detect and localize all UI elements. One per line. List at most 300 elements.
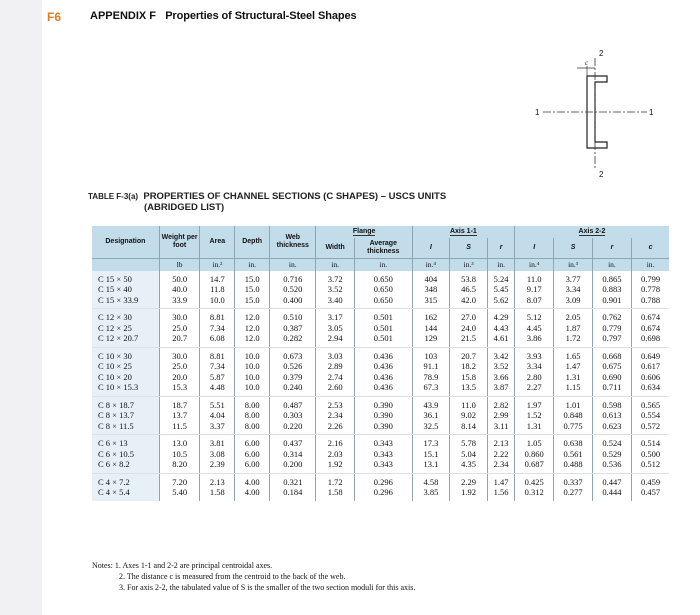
cell-value: 0.459 xyxy=(641,476,661,487)
cell-value: 3.40 xyxy=(327,294,343,305)
designation-value: C 8 × 13.7 xyxy=(98,410,134,420)
cell-value: 0.536 xyxy=(602,459,622,469)
cell-value: 15.3 xyxy=(172,382,188,392)
table-cell xyxy=(159,347,200,396)
table-cell xyxy=(159,396,200,435)
cell-value: 53.8 xyxy=(461,273,477,284)
axis-label-bottom: 2 xyxy=(599,170,604,179)
cell-value: 3.11 xyxy=(493,420,509,431)
cell-value: 5.12 xyxy=(526,312,542,322)
designation-value: C 4 × 5.4 xyxy=(98,487,130,497)
cell-value: 0.390 xyxy=(373,399,393,410)
cell-value: 0.606 xyxy=(641,371,661,382)
cell-value: 6.00 xyxy=(244,448,260,459)
unit-cell: in. xyxy=(235,258,270,271)
table-cell xyxy=(449,396,487,435)
table-cell xyxy=(200,396,235,435)
cell-value: 5.24 xyxy=(493,273,509,284)
table-cell xyxy=(316,473,354,501)
table-cell xyxy=(632,435,669,474)
cell-value: 15.0 xyxy=(244,294,260,305)
table-cell xyxy=(92,347,159,396)
cell-value: 2.22 xyxy=(493,448,509,459)
designation-value: C 12 × 30 xyxy=(98,312,132,322)
cell-value: 1.01 xyxy=(565,399,581,410)
cell-value: 6.00 xyxy=(244,438,260,448)
cell-value: 4.00 xyxy=(244,476,260,487)
col-header-r22: r xyxy=(592,238,631,258)
cell-value: 0.623 xyxy=(602,420,622,431)
cell-value: 0.860 xyxy=(524,448,544,459)
table-cell xyxy=(488,347,515,396)
table-cell xyxy=(200,435,235,474)
table-cell xyxy=(354,396,412,435)
cell-value: 0.390 xyxy=(373,420,393,431)
cell-value: 0.436 xyxy=(373,350,393,361)
col-header-width: Width xyxy=(316,238,354,258)
cell-value: 3.81 xyxy=(209,438,225,448)
cell-value: 8.00 xyxy=(244,420,260,431)
cell-value: 5.40 xyxy=(172,487,188,497)
cell-value: 18.7 xyxy=(172,399,188,410)
cell-value: 8.20 xyxy=(172,459,188,469)
col-header-depth: Depth xyxy=(235,226,270,258)
cell-value: 0.501 xyxy=(373,312,393,322)
cell-value: 3.93 xyxy=(526,350,542,361)
table-cell xyxy=(514,309,553,348)
cell-value: 0.565 xyxy=(641,399,661,410)
cell-value: 10.0 xyxy=(244,350,260,361)
cell-value: 1.31 xyxy=(565,371,581,382)
cell-value: 9.02 xyxy=(461,410,477,420)
table-cell xyxy=(235,435,270,474)
table-row-group xyxy=(92,473,669,501)
cell-value: 2.99 xyxy=(493,410,509,420)
designation-value: C 4 × 7.2 xyxy=(98,476,130,487)
cell-value: 1.72 xyxy=(565,333,581,343)
cell-value: 0.437 xyxy=(283,438,303,448)
unit-cell: in. xyxy=(270,258,316,271)
cell-value: 0.487 xyxy=(283,399,303,410)
cell-value: 0.650 xyxy=(373,284,393,294)
col-header-weight: Weight per foot xyxy=(159,226,200,258)
cell-value: 0.296 xyxy=(373,487,393,497)
cell-value: 3.05 xyxy=(327,322,343,333)
cell-value: 14.7 xyxy=(209,273,225,284)
cell-value: 0.343 xyxy=(373,438,393,448)
designation-value: C 8 × 11.5 xyxy=(98,420,134,431)
col-header-web-thickness: Web thickness xyxy=(270,226,316,258)
cell-value: 0.343 xyxy=(373,459,393,469)
cell-value: 1.47 xyxy=(565,361,581,371)
cell-value: 8.00 xyxy=(244,399,260,410)
cell-value: 2.27 xyxy=(526,382,542,392)
cell-value: 0.561 xyxy=(563,448,583,459)
cell-value: 3.52 xyxy=(327,284,343,294)
table-cell xyxy=(554,347,592,396)
cell-value: 348 xyxy=(424,284,438,294)
table-cell xyxy=(592,473,631,501)
table-cell xyxy=(92,435,159,474)
cell-value: 0.314 xyxy=(283,448,303,459)
table-cell xyxy=(159,435,200,474)
cell-value: 4.58 xyxy=(423,476,439,487)
table-notes xyxy=(92,560,415,593)
cell-value: 2.16 xyxy=(327,438,343,448)
table-cell xyxy=(159,473,200,501)
col-header-S11: S xyxy=(449,238,487,258)
cell-value: 0.668 xyxy=(602,350,622,361)
cell-value: 20.7 xyxy=(172,333,188,343)
table-title-line2: (ABRIDGED LIST) xyxy=(144,202,225,213)
table-cell xyxy=(200,473,235,501)
designation-value: C 12 × 25 xyxy=(98,322,132,333)
cell-value: 1.65 xyxy=(565,350,581,361)
table-cell xyxy=(235,347,270,396)
table-cell xyxy=(592,396,631,435)
cell-value: 25.0 xyxy=(172,361,188,371)
cell-value: 9.17 xyxy=(526,284,542,294)
table-cell xyxy=(632,271,669,309)
cell-value: 3.72 xyxy=(327,273,343,284)
cell-value: 3.34 xyxy=(565,284,581,294)
col-header-S22: S xyxy=(554,238,592,258)
cell-value: 3.87 xyxy=(493,382,509,392)
page-gutter xyxy=(0,0,42,615)
table-cell xyxy=(354,347,412,396)
cell-value: 10.0 xyxy=(244,371,260,382)
table-cell xyxy=(92,309,159,348)
table-cell xyxy=(270,473,316,501)
designation-value: C 10 × 15.3 xyxy=(98,382,139,392)
cell-value: 0.797 xyxy=(602,333,622,343)
table-cell xyxy=(488,309,515,348)
table-cell xyxy=(354,435,412,474)
cell-value: 0.312 xyxy=(524,487,544,497)
table-cell xyxy=(412,473,449,501)
cell-value: 4.61 xyxy=(493,333,509,343)
cell-value: 8.07 xyxy=(526,294,542,305)
designation-value: C 6 × 13 xyxy=(98,438,128,448)
table-cell xyxy=(449,473,487,501)
table-label: TABLE F-3(a) xyxy=(88,192,139,201)
cell-value: 2.13 xyxy=(493,438,509,448)
table-cell xyxy=(632,473,669,501)
cell-value: 1.92 xyxy=(327,459,343,469)
designation-value: C 10 × 30 xyxy=(98,350,132,361)
table-cell xyxy=(235,473,270,501)
note-3: 3. For axis 2-2, the tabulated value of S is the smaller of the two section moduli for this axis. xyxy=(119,583,416,592)
table-cell xyxy=(270,309,316,348)
table-cell xyxy=(488,396,515,435)
table-cell xyxy=(316,396,354,435)
cell-value: 0.520 xyxy=(283,284,303,294)
table-cell xyxy=(270,435,316,474)
axis-label-top: 2 xyxy=(599,49,604,58)
table-cell xyxy=(354,473,412,501)
cell-value: 1.92 xyxy=(461,487,477,497)
table-cell xyxy=(592,309,631,348)
table-row-group xyxy=(92,347,669,396)
cell-value: 3.86 xyxy=(526,333,542,343)
channel-section-diagram xyxy=(525,44,665,179)
cell-value: 0.711 xyxy=(602,382,622,392)
cell-value: 2.82 xyxy=(493,399,509,410)
cell-value: 0.778 xyxy=(641,284,661,294)
table-cell xyxy=(514,347,553,396)
cell-value: 10.0 xyxy=(244,382,260,392)
cell-value: 0.865 xyxy=(602,273,622,284)
cell-value: 25.0 xyxy=(172,322,188,333)
table-cell xyxy=(449,309,487,348)
cell-value: 2.89 xyxy=(327,361,343,371)
axis-label-left: 1 xyxy=(535,108,540,117)
cell-value: 15.1 xyxy=(423,448,439,459)
table-cell xyxy=(200,347,235,396)
cell-value: 8.14 xyxy=(461,420,477,431)
cell-value: 162 xyxy=(424,312,438,322)
table-cell xyxy=(316,271,354,309)
cell-value: 1.15 xyxy=(565,382,581,392)
cell-value: 2.26 xyxy=(327,420,343,431)
table-cell xyxy=(92,473,159,501)
table-cell xyxy=(554,309,592,348)
table-row-group xyxy=(92,271,669,309)
cell-value: 2.74 xyxy=(327,371,343,382)
cell-value: 404 xyxy=(424,273,438,284)
cell-value: 315 xyxy=(424,294,438,305)
cell-value: 5.62 xyxy=(493,294,509,305)
cell-value: 0.501 xyxy=(373,333,393,343)
cell-value: 4.29 xyxy=(493,312,509,322)
unit-cell: in.² xyxy=(200,258,235,271)
unit-cell: in. xyxy=(632,258,669,271)
table-cell xyxy=(412,309,449,348)
table-cell xyxy=(92,271,159,309)
table-body xyxy=(92,271,669,501)
unit-cell: in. xyxy=(316,258,354,271)
cell-value: 0.277 xyxy=(563,487,583,497)
cell-value: 0.883 xyxy=(602,284,622,294)
designation-value: C 8 × 18.7 xyxy=(98,399,134,410)
cell-value: 3.42 xyxy=(493,350,509,361)
cell-value: 15.0 xyxy=(244,284,260,294)
table-cell xyxy=(592,271,631,309)
cell-value: 0.514 xyxy=(641,438,661,448)
cell-value: 0.716 xyxy=(283,273,303,284)
designation-value: C 15 × 50 xyxy=(98,273,132,284)
cell-value: 32.5 xyxy=(423,420,439,431)
cell-value: 24.0 xyxy=(461,322,477,333)
cell-value: 1.87 xyxy=(565,322,581,333)
cell-value: 0.436 xyxy=(373,361,393,371)
table-cell xyxy=(514,435,553,474)
cell-value: 3.77 xyxy=(565,273,581,284)
axis-label-right: 1 xyxy=(649,108,654,117)
cell-value: 0.675 xyxy=(602,361,622,371)
table-cell xyxy=(449,435,487,474)
cell-value: 2.39 xyxy=(209,459,225,469)
cell-value: 11.0 xyxy=(526,273,542,284)
cell-value: 46.5 xyxy=(461,284,477,294)
designation-value: C 6 × 10.5 xyxy=(98,448,134,459)
cell-value: 2.34 xyxy=(493,459,509,469)
cell-value: 0.762 xyxy=(602,312,622,322)
cell-value: 0.687 xyxy=(524,459,544,469)
cell-value: 0.387 xyxy=(283,322,303,333)
table-cell xyxy=(514,473,553,501)
cell-value: 2.80 xyxy=(526,371,542,382)
cell-value: 1.52 xyxy=(526,410,542,420)
table-cell xyxy=(488,435,515,474)
cell-value: 5.04 xyxy=(461,448,477,459)
dimension-c-label: c xyxy=(585,59,589,67)
col-header-area: Area xyxy=(200,226,235,258)
cell-value: 4.48 xyxy=(209,382,225,392)
table-cell xyxy=(514,271,553,309)
cell-value: 43.9 xyxy=(423,399,439,410)
cell-value: 13.5 xyxy=(461,382,477,392)
cell-value: 0.848 xyxy=(563,410,583,420)
cell-value: 3.09 xyxy=(565,294,581,305)
cell-value: 0.379 xyxy=(283,371,303,382)
cell-value: 21.5 xyxy=(461,333,477,343)
cell-value: 3.37 xyxy=(209,420,225,431)
cell-value: 3.08 xyxy=(209,448,225,459)
cell-value: 36.1 xyxy=(423,410,439,420)
unit-cell: in.⁴ xyxy=(412,258,449,271)
cell-value: 1.31 xyxy=(526,420,542,431)
unit-cell: in. xyxy=(592,258,631,271)
table-cell xyxy=(235,396,270,435)
table-cell xyxy=(235,309,270,348)
cell-value: 67.3 xyxy=(423,382,439,392)
cell-value: 30.0 xyxy=(172,312,188,322)
designation-value: C 15 × 33.9 xyxy=(98,294,139,305)
table-cell xyxy=(632,309,669,348)
cell-value: 103 xyxy=(424,350,438,361)
cell-value: 1.58 xyxy=(209,487,225,497)
cell-value: 0.572 xyxy=(641,420,661,431)
cell-value: 33.9 xyxy=(172,294,188,305)
table-row-group xyxy=(92,309,669,348)
cell-value: 1.97 xyxy=(526,399,542,410)
cell-value: 0.488 xyxy=(563,459,583,469)
cell-value: 2.60 xyxy=(327,382,343,392)
cell-value: 10.5 xyxy=(172,448,188,459)
cell-value: 0.638 xyxy=(563,438,583,448)
table-cell xyxy=(270,396,316,435)
cell-value: 15.8 xyxy=(461,371,477,382)
cell-value: 0.457 xyxy=(641,487,661,497)
cell-value: 0.634 xyxy=(641,382,661,392)
cell-value: 11.5 xyxy=(172,420,187,431)
cell-value: 0.613 xyxy=(602,410,622,420)
table-cell xyxy=(412,396,449,435)
cell-value: 0.240 xyxy=(283,382,303,392)
table-cell xyxy=(270,347,316,396)
cell-value: 0.400 xyxy=(283,294,303,305)
table-cell xyxy=(316,435,354,474)
cell-value: 0.673 xyxy=(283,350,303,361)
col-header-r11: r xyxy=(488,238,515,258)
cell-value: 0.524 xyxy=(602,438,622,448)
cell-value: 2.05 xyxy=(565,312,581,322)
cell-value: 5.78 xyxy=(461,438,477,448)
table-cell xyxy=(235,271,270,309)
table-cell xyxy=(316,347,354,396)
cell-value: 3.66 xyxy=(493,371,509,382)
table-cell xyxy=(270,271,316,309)
cell-value: 4.43 xyxy=(493,322,509,333)
cell-value: 0.390 xyxy=(373,410,393,420)
cell-value: 78.9 xyxy=(423,371,439,382)
cell-value: 0.444 xyxy=(602,487,622,497)
designation-value: C 10 × 20 xyxy=(98,371,132,382)
cell-value: 144 xyxy=(424,322,438,333)
cell-value: 0.690 xyxy=(602,371,622,382)
cell-value: 13.7 xyxy=(172,410,188,420)
cell-value: 0.617 xyxy=(641,361,661,371)
cell-value: 0.598 xyxy=(602,399,622,410)
cell-value: 2.29 xyxy=(461,476,477,487)
header-group-row xyxy=(92,226,669,238)
table-cell xyxy=(354,271,412,309)
cell-value: 0.799 xyxy=(641,273,661,284)
cell-value: 12.0 xyxy=(244,312,260,322)
cell-value: 0.779 xyxy=(602,322,622,333)
designation-value: C 10 × 25 xyxy=(98,361,132,371)
cell-value: 40.0 xyxy=(172,284,188,294)
cell-value: 8.00 xyxy=(244,410,260,420)
table-cell xyxy=(592,435,631,474)
cell-value: 11.0 xyxy=(461,399,476,410)
cell-value: 7.34 xyxy=(209,322,225,333)
cell-value: 1.47 xyxy=(493,476,509,487)
running-header xyxy=(90,10,357,22)
cell-value: 0.500 xyxy=(641,448,661,459)
table-cell xyxy=(92,396,159,435)
table-cell xyxy=(412,347,449,396)
table-cell xyxy=(554,473,592,501)
table-cell xyxy=(632,396,669,435)
cell-value: 11.8 xyxy=(210,284,225,294)
cell-value: 0.554 xyxy=(641,410,661,420)
cell-value: 0.674 xyxy=(641,312,661,322)
note-2: 2. The distance c is measured from the centroid to the back of the web. xyxy=(119,572,346,581)
cell-value: 0.526 xyxy=(283,361,303,371)
table-cell xyxy=(412,435,449,474)
unit-cell: in. xyxy=(354,258,412,271)
cell-value: 0.425 xyxy=(524,476,544,487)
cell-value: 13.0 xyxy=(172,438,188,448)
cell-value: 1.58 xyxy=(327,487,343,497)
cell-value: 0.200 xyxy=(283,459,303,469)
unit-cell: in.⁴ xyxy=(514,258,553,271)
cell-value: 5.45 xyxy=(493,284,509,294)
cell-value: 4.04 xyxy=(209,410,225,420)
cell-value: 91.1 xyxy=(423,361,439,371)
cell-value: 0.510 xyxy=(283,312,303,322)
designation-value: C 12 × 20.7 xyxy=(98,333,139,343)
cell-value: 3.03 xyxy=(327,350,343,361)
unit-cell: in.³ xyxy=(449,258,487,271)
cell-value: 8.81 xyxy=(209,350,225,361)
col-header-avg-thickness: Average thickness xyxy=(354,238,412,258)
cell-value: 10.0 xyxy=(209,294,225,305)
unit-cell xyxy=(92,258,159,271)
table-cell xyxy=(554,396,592,435)
